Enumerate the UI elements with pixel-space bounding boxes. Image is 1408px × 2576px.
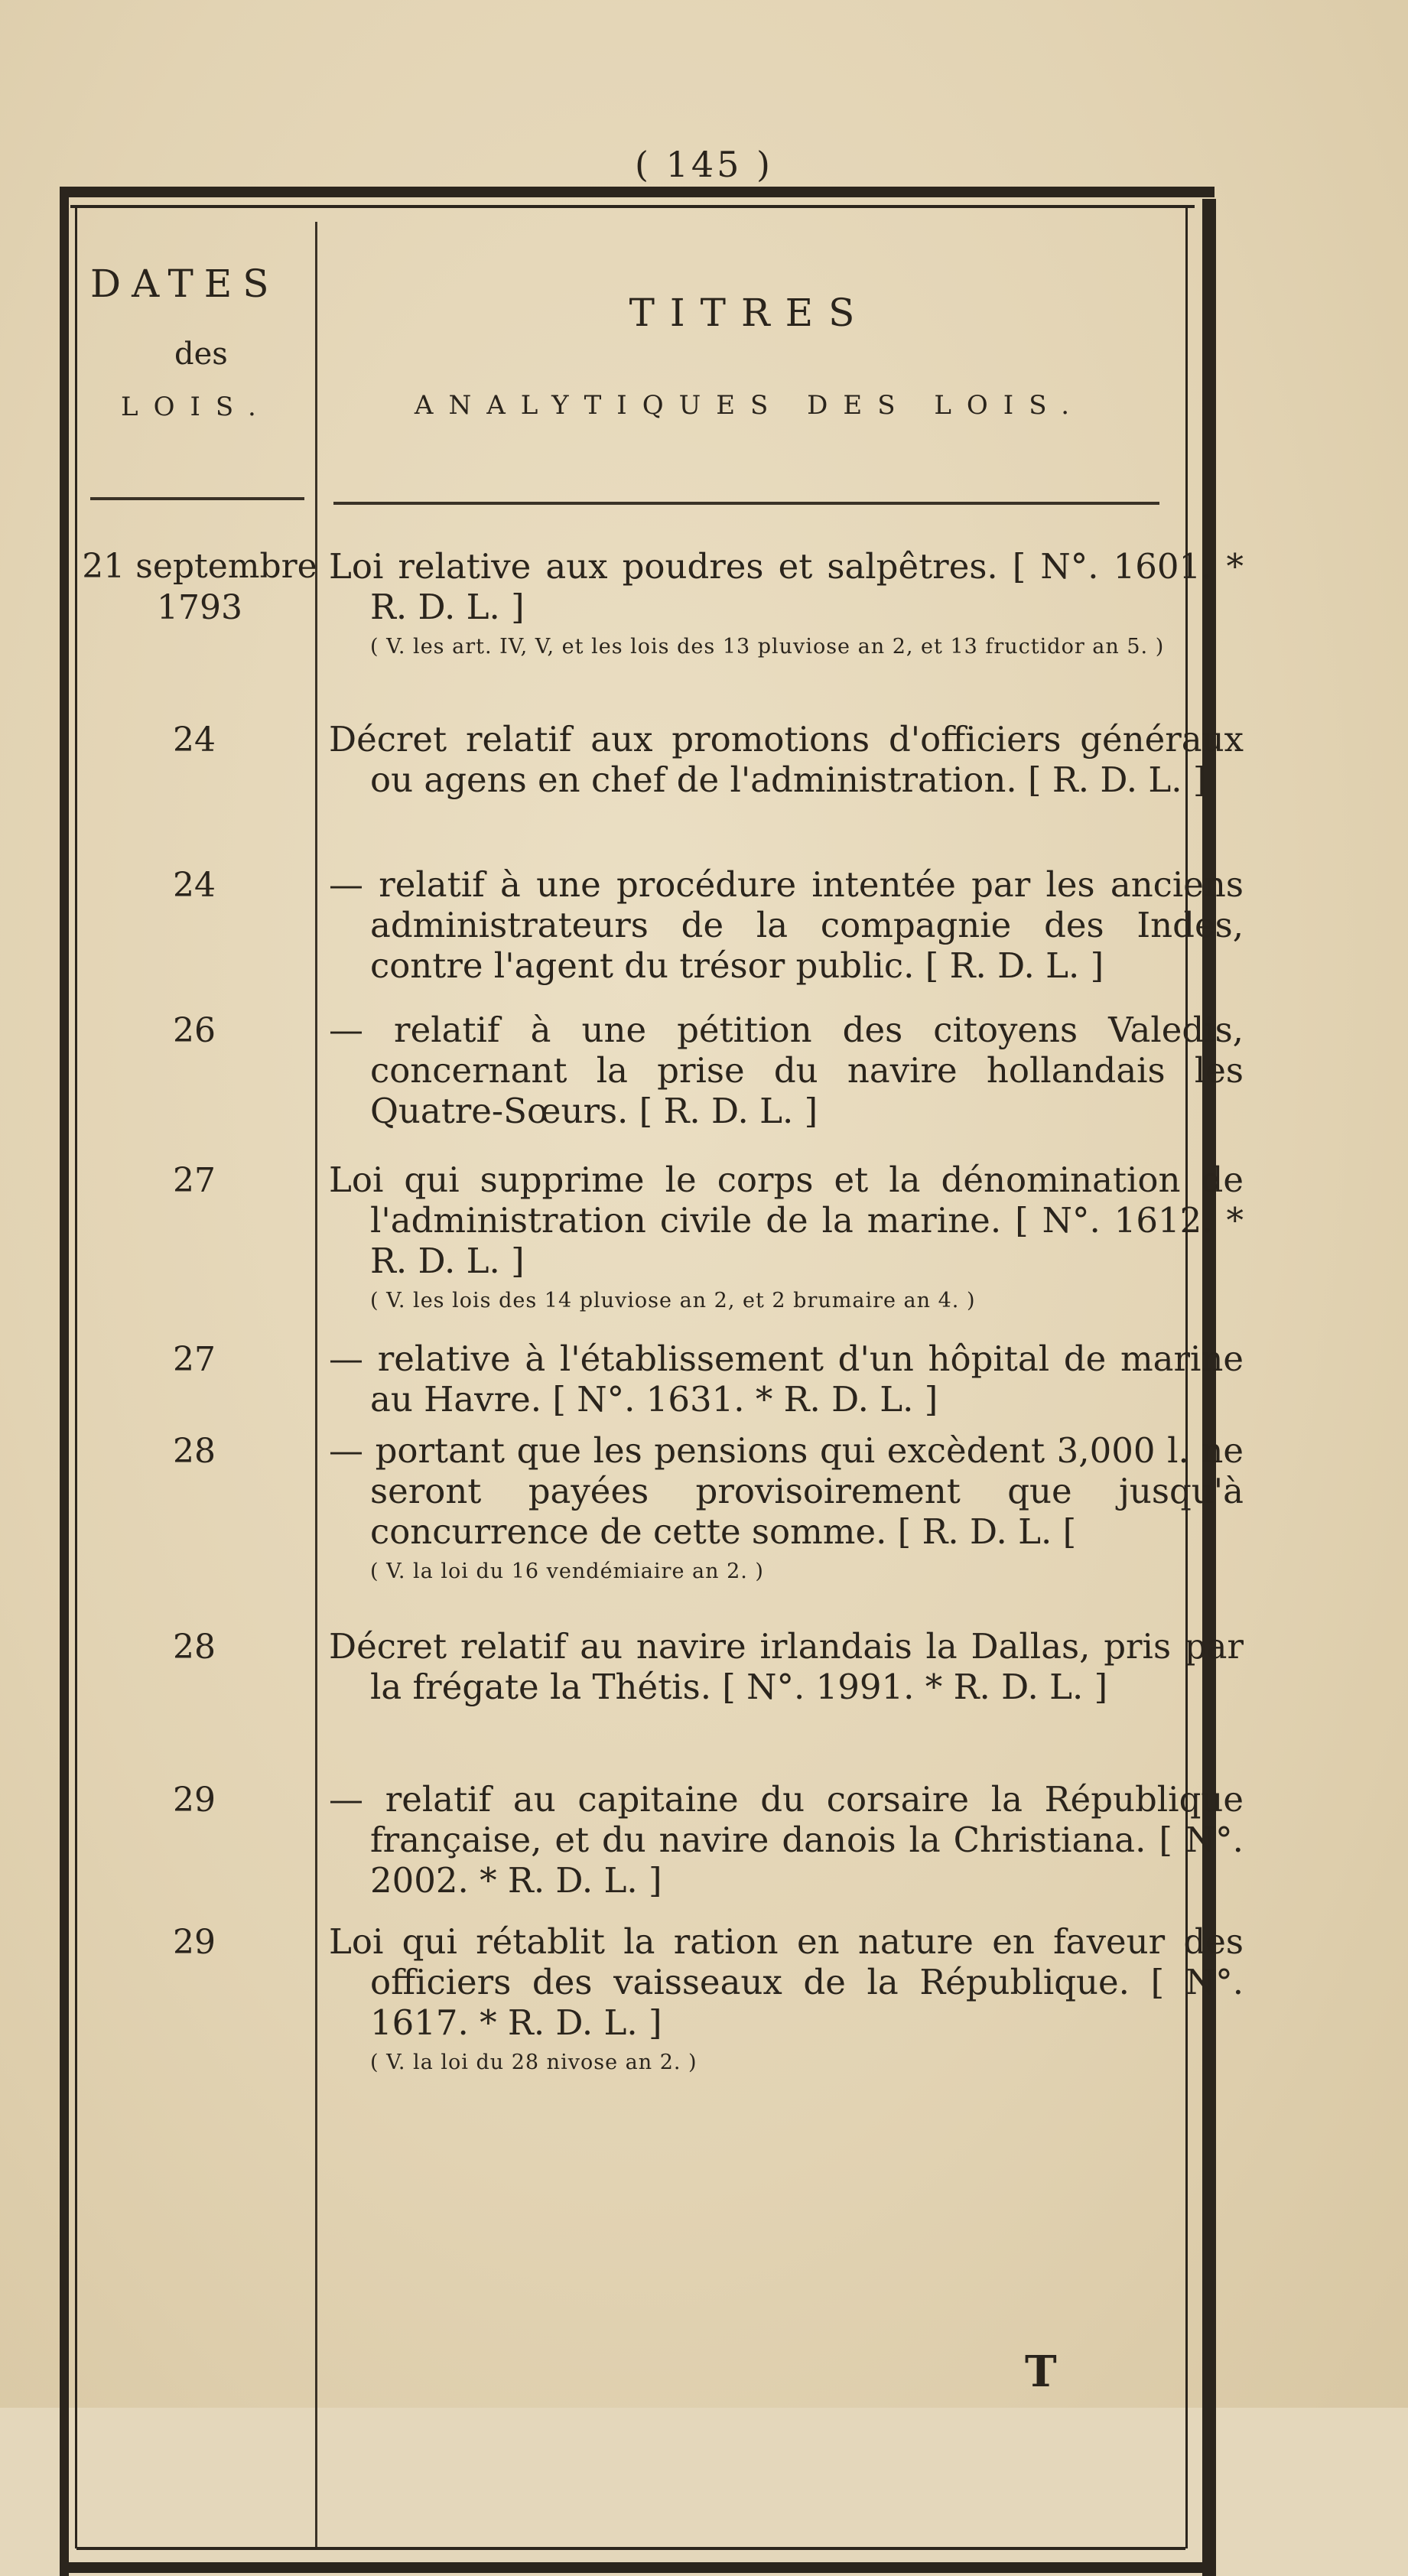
- row-date: 26: [173, 1011, 216, 1050]
- row-date: 29: [173, 1781, 216, 1820]
- dates-header-title: DATES: [90, 262, 280, 306]
- row-text: Loi qui supprime le corps et la dénomination de l'administration civile de la marine. [ N°. 1612. * R. D. L. ]: [329, 1160, 1244, 1281]
- row-date: 24: [173, 866, 216, 905]
- row-date: 28: [173, 1628, 216, 1667]
- row-date: 24: [173, 720, 216, 759]
- titres-header-title: TITRES: [629, 291, 870, 335]
- row-title: [329, 1921, 1244, 2075]
- row-text: — relatif au capitaine du corsaire la République française, et du navire danois la Christiana. [ N°. 2002. * R. D. L. ]: [329, 1779, 1244, 1901]
- dates-column-header: [90, 262, 312, 460]
- table-border-top: [60, 187, 1215, 197]
- table-border-bottom-inner: [76, 2547, 1185, 2550]
- row-title: [329, 1626, 1244, 1707]
- row-text: Loi relative aux poudres et salpêtres. [ N°. 1601. * R. D. L. ]: [329, 546, 1244, 627]
- titres-header-subtitle: ANALYTIQUES DES LOIS.: [414, 390, 1085, 421]
- row-text: Décret relatif au navire irlandais la Dallas, pris par la frégate la Thétis. [ N°. 1991. * R. D. L. ]: [329, 1626, 1244, 1707]
- row-title: [329, 864, 1244, 986]
- table-border-top-inner: [70, 205, 1195, 208]
- row-date: 27: [173, 1340, 216, 1379]
- row-title: [329, 719, 1244, 800]
- row-note: ( V. les art. IV, V, et les lois des 13 pluviose an 2, et 13 fructidor an 5. ): [370, 635, 1165, 659]
- signature-mark: T: [1025, 2347, 1057, 2397]
- row-date: 27: [173, 1161, 216, 1200]
- page-number: ( 145 ): [635, 144, 773, 185]
- dates-header-lois: LOIS.: [121, 392, 272, 422]
- row-text: — portant que les pensions qui excèdent 3,000 l. ne seront payées provisoirement que jusqu'à concurrence de cette somme. [ R. D. L. [: [329, 1430, 1244, 1552]
- row-text: — relatif à une procédure intentée par les anciens administrateurs de la compagnie des Indes, contre l'agent du trésor public. [ R. D. L. ]: [329, 864, 1244, 986]
- row-title: [329, 1010, 1244, 1131]
- titres-column-header: [321, 291, 1178, 421]
- row-note: ( V. la loi du 16 vendémiaire an 2. ): [370, 1560, 764, 1583]
- row-title: [329, 1160, 1244, 1313]
- row-date: 21 septembre 1793: [82, 547, 317, 627]
- row-text: — relative à l'établissement d'un hôpital de marine au Havre. [ N°. 1631. * R. D. L. ]: [329, 1338, 1244, 1420]
- row-title: [329, 1338, 1244, 1420]
- table-border-bottom: [61, 2562, 1216, 2573]
- row-text: Décret relatif aux promotions d'officiers généraux ou agens en chef de l'administration. [ R. D. L. ]: [329, 719, 1244, 800]
- dates-header-des: des: [174, 337, 228, 372]
- titres-header-rule: [333, 502, 1159, 505]
- row-note: ( V. la loi du 28 nivose an 2. ): [370, 2051, 697, 2074]
- row-note: ( V. les lois des 14 pluviose an 2, et 2 brumaire an 4. ): [370, 1289, 976, 1312]
- row-text: — relatif à une pétition des citoyens Valedis, concernant la prise du navire hollandais les Quatre-Sœurs. [ R. D. L. ]: [329, 1010, 1244, 1131]
- row-title: [329, 1430, 1244, 1584]
- dates-header-rule: [90, 497, 304, 500]
- table-border-left: [60, 187, 69, 2576]
- row-date: 29: [173, 1923, 216, 1962]
- row-title: [329, 546, 1244, 659]
- row-date: 28: [173, 1432, 216, 1471]
- row-title: [329, 1779, 1244, 1901]
- row-text: Loi qui rétablit la ration en nature en faveur des officiers des vaisseaux de la République. [ N°. 1617. * R. D. L. ]: [329, 1921, 1244, 2043]
